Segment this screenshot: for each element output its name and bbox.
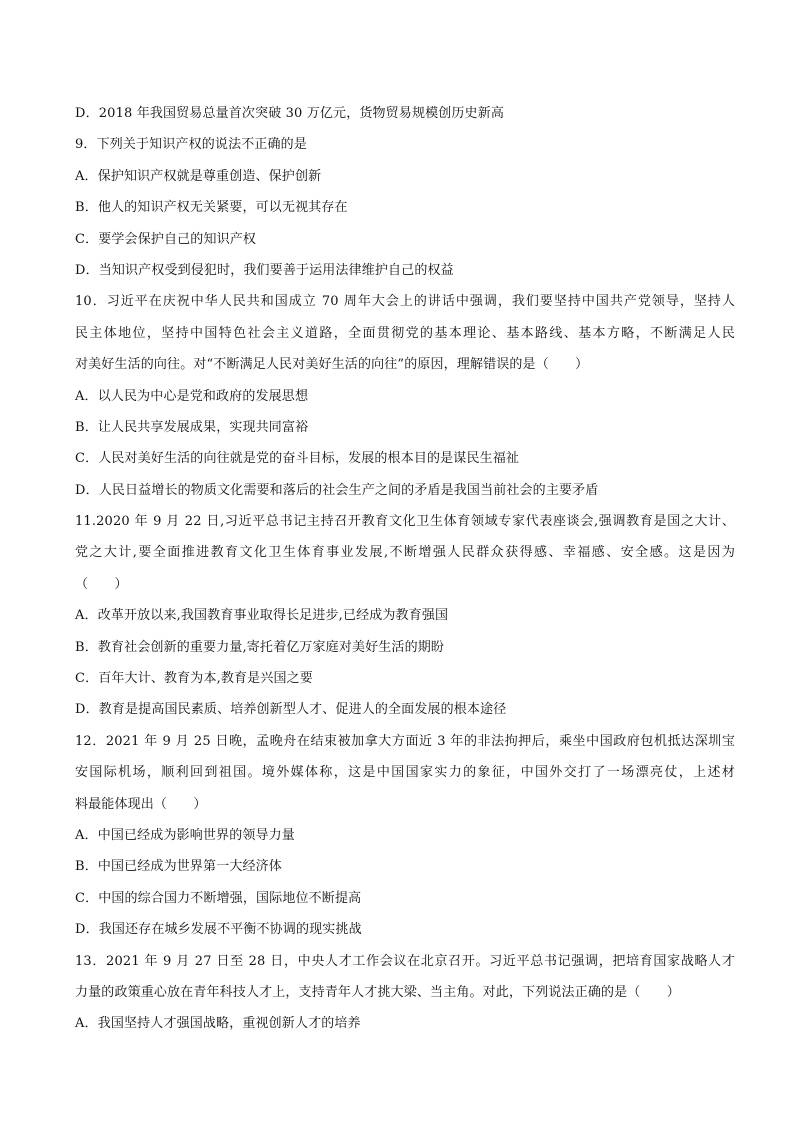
option-11d: D．教育是提高国民素质、培养创新型人才、促进人的全面发展的根本途径 [75, 702, 507, 718]
option-12d: D．我国还存在城乡发展不平衡不协调的现实挑战 [75, 922, 362, 938]
option-9b: B．他人的知识产权无关紧要，可以无视其存在 [75, 200, 348, 216]
document-body [75, 98, 735, 1040]
option-10a: A．以人民为中心是党和政府的发展思想 [75, 388, 309, 404]
question-13-stem-line-1: 13．2021 年 9 月 27 日至 28 日，中央人才工作会议在北京召开。习近平总书记强调，把培育国家战略人才 [75, 953, 735, 969]
option-10b: B．让人民共享发展成果，实现共同富裕 [75, 419, 309, 435]
option-9c: C．要学会保护自己的知识产权 [75, 231, 257, 247]
option-12b: B．中国已经成为世界第一大经济体 [75, 859, 282, 875]
option-13a: A．我国坚持人才强国战略，重视创新人才的培养 [75, 1016, 361, 1032]
question-11-stem-line-1: 11.2020 年 9 月 22 日,习近平总书记主持召开教育文化卫生体育领域专家代表座谈会,强调教育是国之大计、 [75, 514, 735, 530]
question-11-answer-blank: （ ） [75, 576, 128, 592]
question-10-stem-line-2: 民主体地位，坚持中国特色社会主义道路，全面贯彻党的基本理论、基本路线、基本方略，不断满足人民 [75, 325, 735, 341]
option-8d: D．2018 年我国贸易总量首次突破 30 万亿元，货物贸易规模创历史新高 [75, 106, 504, 121]
option-12a: A．中国已经成为影响世界的领导力量 [75, 827, 295, 843]
option-12c: C．中国的综合国力不断增强，国际地位不断提高 [75, 890, 362, 906]
option-11a: A．改革开放以来,我国教育事业取得长足进步,已经成为教育强国 [75, 608, 449, 624]
option-10d: D．人民日益增长的物质文化需要和落后的社会生产之间的矛盾是我国当前社会的主要矛盾 [75, 482, 599, 498]
option-11c: C．百年大计、教育为本,教育是兴国之要 [75, 671, 313, 687]
option-9d: D．当知识产权受到侵犯时，我们要善于运用法律维护自己的权益 [75, 262, 454, 278]
question-10-stem-line-1: 10．习近平在庆祝中华人民共和国成立 70 周年大会上的讲话中强调，我们要坚持中国共产党领导，坚持人 [75, 294, 735, 310]
question-12-stem-line-2: 安国际机场，顺利回到祖国。境外媒体称，这是中国国家实力的象征，中国外交打了一场漂亮仗，上述材 [75, 765, 735, 781]
question-12-stem-line-1: 12．2021 年 9 月 25 日晚，孟晚舟在结束被加拿大方面近 3 年的非法拘押后，乘坐中国政府包机抵达深圳宝 [75, 733, 735, 749]
option-11b: B．教育社会创新的重要力量,寄托着亿万家庭对美好生活的期盼 [75, 639, 445, 655]
question-9-stem: 9．下列关于知识产权的说法不正确的是 [75, 137, 307, 153]
option-9a: A．保护知识产权就是尊重创造、保护创新 [75, 168, 322, 184]
question-11-stem-line-2: 党之大计,要全面推进教育文化卫生体育事业发展,不断增强人民群众获得感、幸福感、安全感。这是因为 [75, 545, 735, 561]
question-12-stem-line-3: 料最能体现出（ ） [75, 796, 207, 812]
question-13-stem-line-2: 力量的政策重心放在青年科技人才上，支持青年人才挑大梁、当主角。对此，下列说法正确的是（ ） [75, 984, 680, 1000]
option-10c: C．人民对美好生活的向往就是党的奋斗目标，发展的根本目的是谋民生福祉 [75, 451, 520, 467]
question-10-stem-line-3: 对美好生活的向往。对“不断满足人民对美好生活的向往”的原因，理解错误的是（ ） [75, 357, 589, 373]
